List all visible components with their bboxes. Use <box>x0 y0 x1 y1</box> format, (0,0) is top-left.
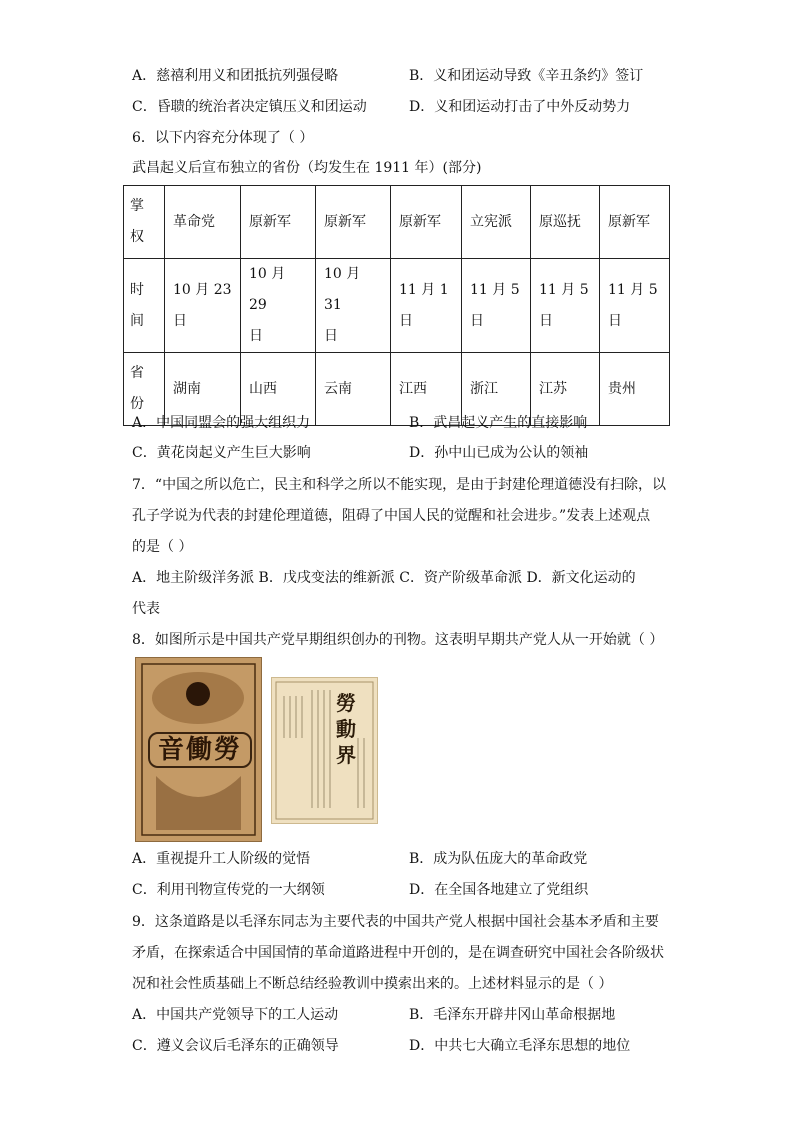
q7-stem-line-2: 孔子学说为代表的封建伦理道德，阻碍了中国人民的觉醒和社会进步。”发表上述观点 <box>132 508 651 524</box>
q9-option-c[interactable]: C．遵义会议后毛泽东的正确领导 <box>132 1038 339 1054</box>
table-cell: 10 月 31 日 <box>316 259 391 353</box>
independence-table <box>123 185 670 426</box>
table-cell: 江西 <box>391 353 462 426</box>
table-cell: 11 月 5 日 <box>600 259 670 353</box>
q8-option-d[interactable]: D．在全国各地建立了党组织 <box>409 882 589 898</box>
poster-text-columns-icon <box>272 678 377 823</box>
q8-stem: 8．如图所示是中国共产党早期组织创办的刊物。这表明早期共产党人从一开始就（ ） <box>132 632 664 648</box>
q8-options-row-1 <box>132 849 672 869</box>
q7-stem-line-3: 的是（ ） <box>132 539 193 555</box>
table-cell: 浙江 <box>462 353 531 426</box>
table-cell: 原新军 <box>241 186 316 259</box>
table-cell: 原新军 <box>316 186 391 259</box>
q8-options-row-2 <box>132 880 672 900</box>
table-cell: 云南 <box>316 353 391 426</box>
q6-table-caption: 武昌起义后宣布独立的省份（均发生在 1911 年）(部分) <box>132 160 482 176</box>
q6-options-row-2 <box>132 443 672 463</box>
q7-options-wrap: 代表 <box>132 601 160 617</box>
table-cell: 革命党 <box>165 186 241 259</box>
q6-options-row-1 <box>132 413 672 433</box>
q6-option-b[interactable]: B．武昌起义产生的直接影响 <box>409 415 588 431</box>
q9-options-row-1 <box>132 1005 672 1025</box>
q8-option-a[interactable]: A．重视提升工人阶级的觉悟 <box>132 851 311 867</box>
table-row-power <box>124 186 670 259</box>
q9-stem-line-2: 矛盾，在探索适合中国国情的革命道路进程中开创的，是在调查研究中国社会各阶级状 <box>132 945 664 961</box>
poster2-title: 勞動界 <box>336 691 356 767</box>
table-cell: 立宪派 <box>462 186 531 259</box>
q9-option-a[interactable]: A．中国共产党领导下的工人运动 <box>132 1007 339 1023</box>
q9-stem-line-3: 况和社会性质基础上不断总结经验教训中摸索出来的。上述材料显示的是（ ） <box>132 976 613 992</box>
q6-option-a[interactable]: A．中国同盟会的强大组织力 <box>132 415 311 431</box>
table-cell: 10 月 23 日 <box>165 259 241 353</box>
q5-option-c[interactable]: C．昏聩的统治者决定镇压义和团运动 <box>132 99 367 115</box>
q9-option-b[interactable]: B．毛泽东开辟井冈山革命根据地 <box>409 1007 616 1023</box>
q5-option-b[interactable]: B．义和团运动导致《辛丑条约》签订 <box>409 68 644 84</box>
table-cell: 11 月 1 日 <box>391 259 462 353</box>
table-cell: 江苏 <box>531 353 600 426</box>
q8-option-c[interactable]: C．利用刊物宣传党的一大纲领 <box>132 882 325 898</box>
table-cell: 山西 <box>241 353 316 426</box>
q6-option-d[interactable]: D．孙中山已成为公认的领袖 <box>409 445 589 461</box>
q9-stem-line-1: 9．这条道路是以毛泽东同志为主要代表的中国共产党人根据中国社会基本矛盾和主要 <box>132 914 659 930</box>
q5-option-a[interactable]: A．慈禧利用义和团抵抗列强侵略 <box>132 68 339 84</box>
q7-stem-line-1: 7．“中国之所以危亡，民主和科学之所以不能实现，是由于封建伦理道德没有扫除，以 <box>132 477 667 493</box>
row-header-province: 省 份 <box>124 353 165 426</box>
q6-option-c[interactable]: C．黄花岗起义产生巨大影响 <box>132 445 311 461</box>
q7-options[interactable]: A．地主阶级洋务派 B．戊戌变法的维新派 C．资产阶级革命派 D．新文化运动的 <box>132 570 636 586</box>
table-cell: 11 月 5 日 <box>531 259 600 353</box>
table-cell: 11 月 5 日 <box>462 259 531 353</box>
q8-option-b[interactable]: B．成为队伍庞大的革命政党 <box>409 851 588 867</box>
table-cell: 原新军 <box>600 186 670 259</box>
q5-options-row-1 <box>132 66 672 86</box>
table-cell: 原巡抚 <box>531 186 600 259</box>
table-cell: 原新军 <box>391 186 462 259</box>
q5-option-d[interactable]: D．义和团运动打击了中外反动势力 <box>409 99 631 115</box>
q9-option-d[interactable]: D．中共七大确立毛泽东思想的地位 <box>409 1038 631 1054</box>
table-row-time <box>124 259 670 353</box>
poster1-title: 音働勞 <box>148 732 252 768</box>
row-header-time: 时 间 <box>124 259 165 353</box>
table-cell: 贵州 <box>600 353 670 426</box>
laodongjie-magazine-image <box>271 677 378 824</box>
q9-options-row-2 <box>132 1036 672 1056</box>
table-cell: 10 月 29 日 <box>241 259 316 353</box>
row-header-power: 掌 权 <box>124 186 165 259</box>
laodongyin-magazine-image <box>135 657 262 842</box>
table-cell: 湖南 <box>165 353 241 426</box>
q5-options-row-2 <box>132 97 672 117</box>
q6-stem: 6．以下内容充分体现了（ ） <box>132 130 314 146</box>
